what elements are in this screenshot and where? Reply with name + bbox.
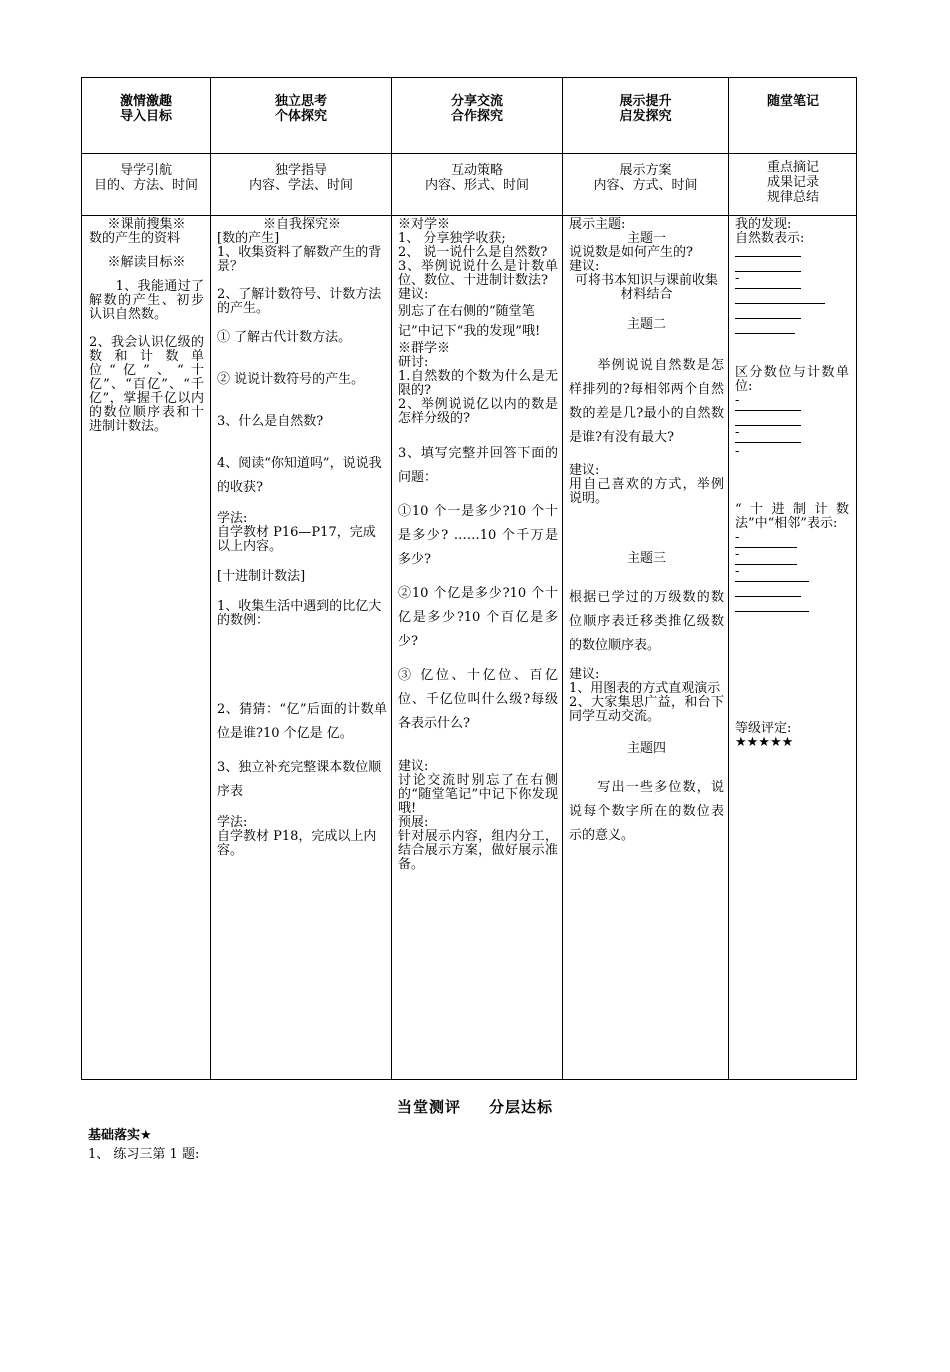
answer-line xyxy=(735,333,795,334)
text-block: 1、收集资料了解数产生的背景？ xyxy=(217,245,382,274)
text-block: 可将书本知识与课前收集材料结合 xyxy=(574,273,718,302)
text-block: 1、收集生活中遇到的比亿大的数例： xyxy=(217,599,382,628)
text-block: 建议: xyxy=(569,667,600,682)
text-block: ※自我探究※ xyxy=(262,217,341,232)
section-title xyxy=(0,1096,950,1117)
answer-line xyxy=(735,611,809,612)
subheader-line: 目的、方法、时间 xyxy=(93,178,198,193)
dash-mark: - xyxy=(735,547,740,562)
header-line: 个体探究 xyxy=(274,109,327,124)
header-line: 展示提升 xyxy=(619,94,672,109)
subheader-line: 互动策略 xyxy=(450,163,503,178)
subheader-line: 展示方案 xyxy=(619,163,672,178)
text-block: 数的产生的资料 xyxy=(89,231,181,246)
subheader-line: 独学指导 xyxy=(274,163,327,178)
dash-mark: - xyxy=(735,564,740,579)
text-block: 建议: xyxy=(569,259,600,274)
text-block: 1、 分享独学收获; xyxy=(398,231,506,246)
text-block: 4、阅读“你知道吗”，说说我的收获? xyxy=(217,456,382,495)
text-block: 用自己喜欢的方式，举例说明。 xyxy=(569,477,724,506)
subheader-line: 规律总结 xyxy=(766,190,819,205)
header-line: 随堂笔记 xyxy=(766,94,819,109)
question-1: 1、 练习三第 1 题: xyxy=(88,1147,200,1162)
text-block: 2、猜猜：“亿”后面的计数单位是谁?10 个亿是 亿。 xyxy=(217,702,387,741)
text-block: 学法: xyxy=(217,511,248,526)
text-block: 等级评定: xyxy=(735,721,792,736)
text-block: ② 说说计数符号的产生。 xyxy=(217,372,365,387)
body-col5 xyxy=(729,216,857,750)
text-block: [十进制计数法] xyxy=(217,569,306,584)
text-block: ①10 个一是多少?10 个十是多少? ……10 个千万是多少? xyxy=(398,504,558,567)
subheader-line: 内容、学法、时间 xyxy=(248,178,353,193)
subheader-line: 导学引航 xyxy=(119,163,172,178)
text-block: ※对学※ xyxy=(398,217,451,232)
header-line: 合作探究 xyxy=(450,109,503,124)
header-line: 导入目标 xyxy=(119,109,172,124)
header-col5 xyxy=(729,78,857,153)
subheader-line: 内容、方式、时间 xyxy=(593,178,698,193)
text-block: 别忘了在右侧的“随堂笔记”中记下“我的发现”哦! xyxy=(398,304,541,339)
title-part: 当堂测评 xyxy=(396,1098,461,1116)
text-block: 学法: xyxy=(217,815,248,830)
text-block: 说说数是如何产生的? xyxy=(569,245,693,260)
title-part: 分层达标 xyxy=(489,1098,554,1116)
text-block: ※解读目标※ xyxy=(107,255,186,270)
text-block: 1、我能通过了解数的产生、初步认识自然数。 xyxy=(89,279,204,322)
text-block: 我的发现: xyxy=(735,217,792,232)
text-block: 3、独立补充完整课本数位顺序表 xyxy=(217,760,382,799)
lesson-plan-table xyxy=(81,77,857,1080)
answer-line xyxy=(735,288,801,289)
text-block: 2、 说一说什么是自然数? xyxy=(398,245,548,260)
text-block: 自学教材 P18，完成以上内容。 xyxy=(217,829,377,858)
text-block: 针对展示内容，组内分工，结合展示方案，做好展示准备。 xyxy=(398,829,558,872)
header-col3 xyxy=(392,78,562,153)
header-col2 xyxy=(211,78,391,153)
section-heading: 基础落实★ xyxy=(88,1128,152,1143)
text-block: 自学教材 P16—P17，完成以上内容。 xyxy=(217,525,376,554)
text-block: 区分数位与计数单位: xyxy=(735,365,849,394)
dash-mark: - xyxy=(735,530,740,545)
text-block: 举例说说自然数是怎样排列的?每相邻两个自然数的差是几?最小的自然数是谁?有没有最大? xyxy=(569,358,724,445)
subheader-col1 xyxy=(82,154,210,215)
text-block: 2、大家集思广益，和台下同学互动交流。 xyxy=(569,695,724,724)
dash-mark: - xyxy=(735,271,740,286)
body-col4 xyxy=(563,216,728,848)
answer-line xyxy=(735,581,809,582)
subheader-line: 内容、形式、时间 xyxy=(424,178,529,193)
text-block: “十进制计数法”中“相邻”表示: xyxy=(735,502,849,531)
answer-line xyxy=(735,442,801,443)
text-block: 主题四 xyxy=(626,741,666,756)
text-block: 展示主题: xyxy=(569,217,626,232)
text-block: 建议: xyxy=(398,287,429,302)
answer-line xyxy=(735,303,825,304)
text-block: 讨论交流时别忘了在右侧的“随堂笔记”中记下你发现哦! xyxy=(398,773,558,816)
header-col4 xyxy=(563,78,728,153)
subheader-col3 xyxy=(392,154,562,215)
subheader-col2 xyxy=(211,154,391,215)
text-block: ① 了解古代计数方法。 xyxy=(217,330,352,345)
header-line: 独立思考 xyxy=(274,94,327,109)
body-col2 xyxy=(211,216,391,858)
text-block: 建议: xyxy=(569,463,600,478)
dash-mark: - xyxy=(735,444,740,459)
text-block: 2、了解计数符号、计数方法的产生。 xyxy=(217,287,382,316)
text-block: 3、什么是自然数? xyxy=(217,414,324,429)
dash-mark: - xyxy=(735,425,740,440)
text-block: ③ 亿位、十亿位、百亿位、千亿位叫什么级?每级各表示什么? xyxy=(398,668,558,731)
text-block: 建议: xyxy=(398,759,429,774)
text-block: 写出一些多位数，说说每个数字所在的数位表示的意义。 xyxy=(569,780,724,843)
rating-stars: ★★★★★ xyxy=(735,735,794,750)
text-block: 3、举例说说什么是计数单位、数位、十进制计数法? xyxy=(398,259,558,288)
dash-mark: - xyxy=(735,393,740,408)
text-block: 自然数表示: xyxy=(735,231,805,246)
text-block: 1.自然数的个数为什么是无限的? xyxy=(398,369,558,398)
text-block: 1、用图表的方式直观演示 xyxy=(569,681,721,696)
answer-line xyxy=(735,410,801,411)
header-col1 xyxy=(82,78,210,153)
text-block: 研讨: xyxy=(398,355,429,370)
subheader-line: 重点摘记 xyxy=(766,160,819,175)
answer-line xyxy=(735,318,801,319)
text-block: 2、举例说说亿以内的数是怎样分级的? xyxy=(398,397,558,426)
header-line: 启发探究 xyxy=(619,109,672,124)
body-col1 xyxy=(82,216,210,434)
header-line: 分享交流 xyxy=(450,94,503,109)
answer-line xyxy=(735,596,801,597)
text-block: ※群学※ xyxy=(398,341,451,356)
text-block: 预展: xyxy=(398,815,429,830)
answer-line xyxy=(735,256,801,257)
text-block: 主题二 xyxy=(626,317,666,332)
text-block: 主题三 xyxy=(626,551,666,566)
text-block: [数的产生] xyxy=(217,231,280,246)
subheader-line: 成果记录 xyxy=(766,175,819,190)
body-col3 xyxy=(392,216,562,872)
text-block: 根据已学过的万级数的数位顺序表迁移类推亿级数的数位顺序表。 xyxy=(569,590,724,653)
text-block: 2、我会认识亿级的数和计数单位“亿”、“十亿”、“百亿”、“千亿”，掌握千亿以内的数位顺序表和十进制计数法。 xyxy=(89,335,204,434)
subheader-col4 xyxy=(563,154,728,215)
header-line: 激情激趣 xyxy=(119,94,172,109)
text-block: 3、填写完整并回答下面的问题： xyxy=(398,446,558,485)
text-block: ②10 个亿是多少?10 个十亿是多少?10 个百亿是多少? xyxy=(398,586,558,649)
subheader-col5 xyxy=(729,154,857,215)
text-block: 主题一 xyxy=(626,231,666,246)
text-block: ※课前搜集※ xyxy=(107,217,186,232)
